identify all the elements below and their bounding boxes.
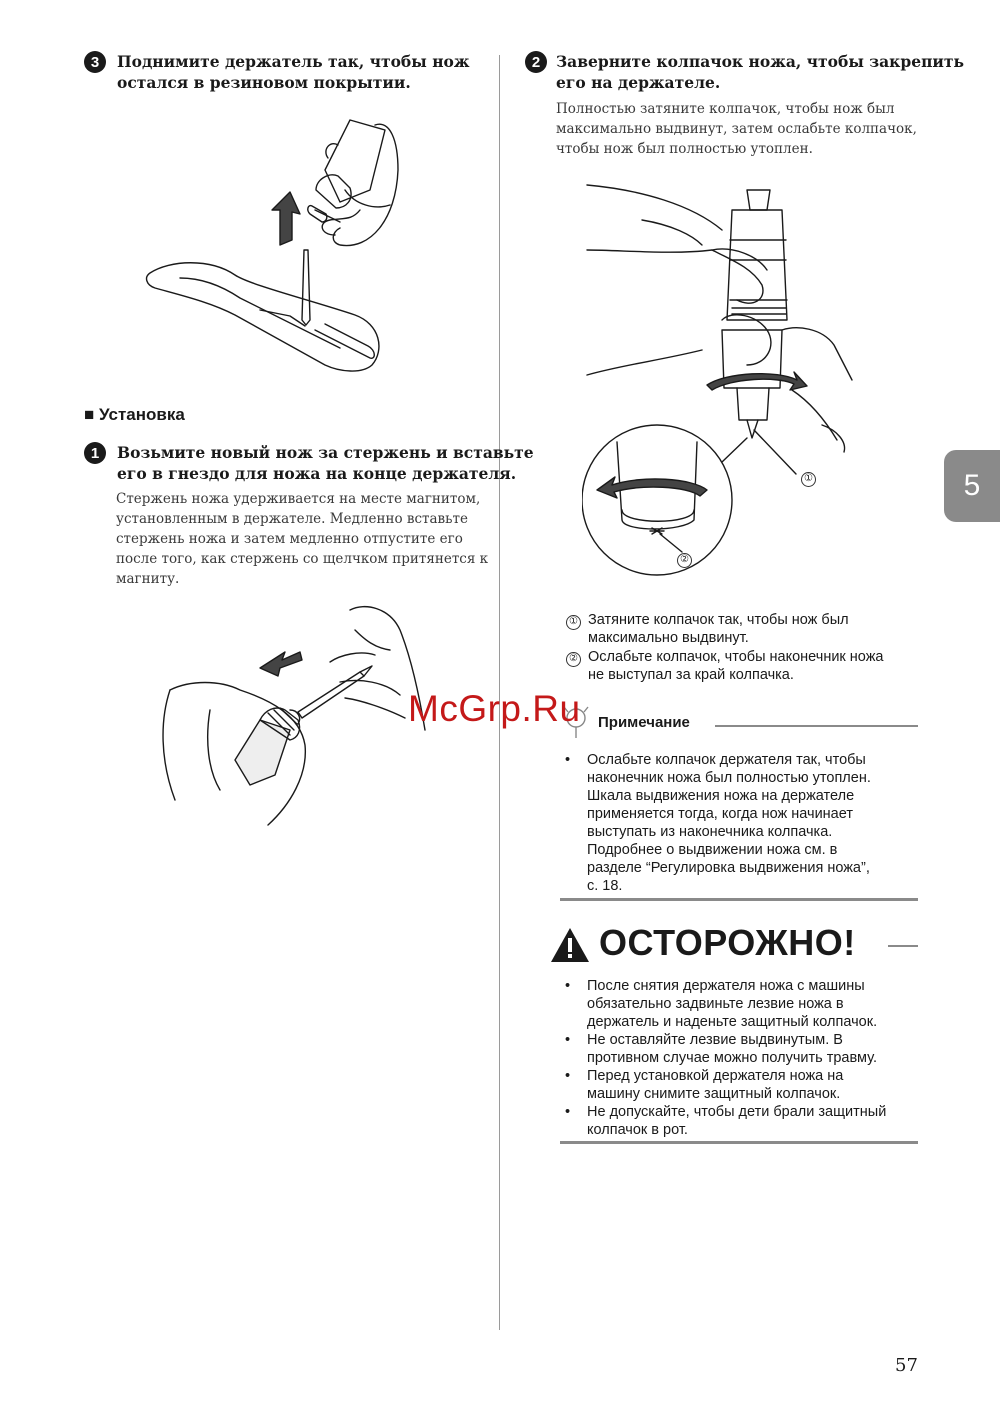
note-title-rule bbox=[715, 725, 918, 727]
cap-tighten-illustration bbox=[582, 180, 862, 605]
page-number: 57 bbox=[895, 1355, 918, 1376]
callout-note-2: ② Ослабьте колпачок, чтобы наконечник ножа не выступал за край колпачка. bbox=[566, 648, 581, 667]
step-2-title: Заверните колпачок ножа, чтобы закрепить его на держателе. bbox=[556, 52, 965, 92]
step-1-title: Возьмите новый нож за стержень и вставьте его в гнездо для ножа на конце держателя. bbox=[117, 443, 534, 483]
callout-note-1: ① Затяните колпачок так, чтобы нож был максимально выдвинут. bbox=[566, 611, 581, 630]
warning-triangle-icon bbox=[548, 925, 592, 965]
lift-holder-illustration bbox=[140, 110, 400, 380]
caution-item: • После снятия держателя ножа с машины обязательно задвиньте лезвие ножа в держатель и наденьте защитный колпачок. bbox=[560, 977, 920, 1031]
chapter-tab[interactable]: 5 bbox=[944, 450, 1000, 522]
caution-title-rule bbox=[888, 945, 918, 947]
callout-label-1: ① bbox=[801, 468, 816, 487]
caution-item: • Перед установкой держателя ножа на машину снимите защитный колпачок. bbox=[560, 1067, 920, 1103]
note-body bbox=[560, 751, 920, 895]
callout-label-2: ② bbox=[677, 549, 692, 568]
caution-item: • Не оставляйте лезвие выдвинутым. В противном случае можно получить травму. bbox=[560, 1031, 920, 1067]
step-3-title: Поднимите держатель так, чтобы нож остался в резиновом покрытии. bbox=[117, 52, 470, 92]
step-1-badge: 1 bbox=[84, 442, 106, 464]
watermark: McGrp.Ru bbox=[408, 688, 581, 729]
caution-item: • Не допускайте, чтобы дети брали защитный колпачок в рот. bbox=[560, 1103, 920, 1139]
insert-blade-illustration bbox=[150, 600, 430, 830]
note-item: • Ослабьте колпачок держателя так, чтобы наконечник ножа был полностью утоплен. Шкала выдвижения ножа на держателе применяется тогда, когда нож начинает выступать из наконечника колпачка. Подробнее о выдвижении ножа см. в разделе “Регулировка выдвижения ножа”, с. 18. bbox=[560, 751, 920, 895]
step-2-body: Полностью затяните колпачок, чтобы нож был максимально выдвинут, затем ослабьте колпачок, чтобы нож был полностью утоплен. bbox=[556, 101, 917, 157]
section-heading: ■ Установка bbox=[84, 405, 185, 424]
caution-title: ОСТОРОЖНО! bbox=[599, 922, 856, 963]
note-bottom-rule bbox=[560, 898, 918, 901]
caution-body bbox=[560, 977, 920, 1139]
note-title: Примечание bbox=[598, 714, 690, 731]
step-2-badge: 2 bbox=[525, 51, 547, 73]
step-1-body: Стержень ножа удерживается на месте магнитом, установленным в держателе. Медленно вставьте стержень ножа и затем медленно отпустите его после того, как стержень со щелчком притянется к магниту. bbox=[116, 491, 489, 587]
step-3-badge: 3 bbox=[84, 51, 106, 73]
caution-bottom-rule bbox=[560, 1141, 918, 1144]
